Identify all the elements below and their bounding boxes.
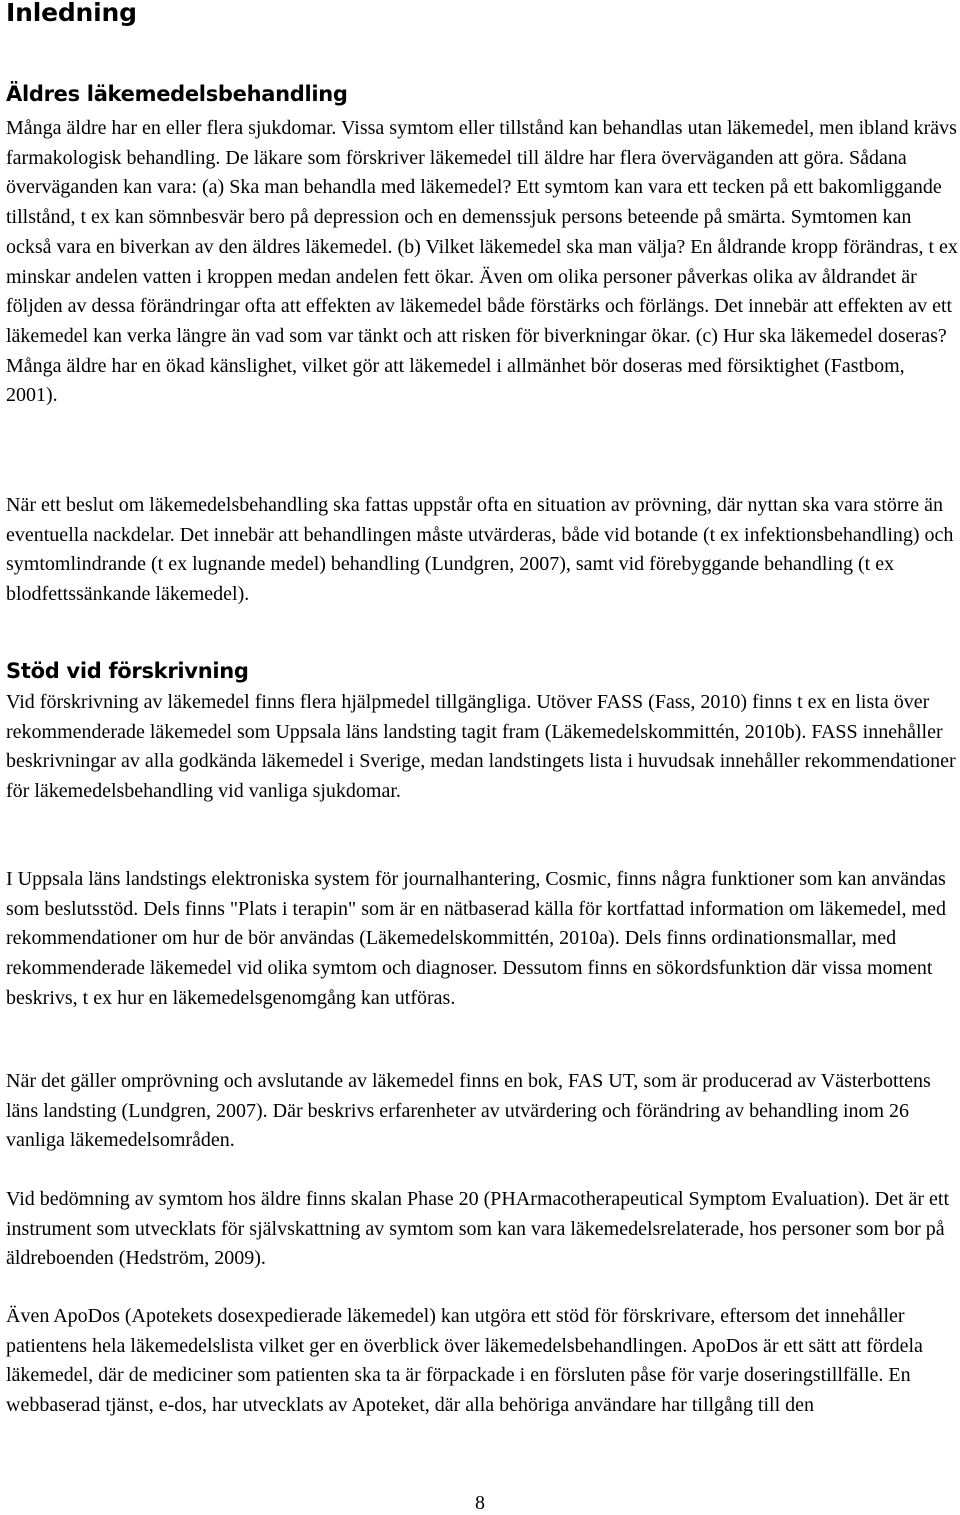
- paragraph-aldres-1: Många äldre har en eller flera sjukdomar. Vissa symtom eller tillstånd kan behandlas utan läkemedel, men ibland krävs farmakologisk behandling. De läkare som förskriver läkemedel till äldre har flera överväganden att göra. Sådana överväganden kan vara: (a) Ska man behandla med läkemedel? Ett symtom kan vara ett tecken på ett bakomliggande tillstånd, t ex kan sömnbesvär bero på depression och en demenssjuk persons beteende på smärta. Symtomen kan också vara en biverkan av den äldres läkemedel. (b) Vilket läkemedel ska man välja? En åldrande kropp förändras, t ex minskar andelen vatten i kroppen medan andelen fett ökar. Även om olika personer påverkas olika av åldrandet är följden av dessa förändringar ofta att effekten av läkemedel både förstärks och förlängs. Det innebär att effekten av ett läkemedel kan verka längre än vad som var tänkt och att risken för biverkningar ökar. (c) Hur ska läkemedel doseras? Många äldre har en ökad känslighet, vilket gör att läkemedel i allmänhet bör doseras med försiktighet (Fastbom, 2001).: [6, 117, 958, 407]
- paragraph-stod-3: När det gäller omprövning och avslutande av läkemedel finns en bok, FAS UT, som är producerad av Västerbottens läns landsting (Lundgren, 2007). Där beskrivs erfarenheter av utvärdering och förändring av behandling inom 26 vanliga läkemedelsområden.: [6, 1070, 931, 1152]
- page-title: Inledning: [6, 0, 137, 27]
- paragraph-stod-4: Vid bedömning av symtom hos äldre finns skalan Phase 20 (PHArmacotherapeutical Symptom Evaluation). Det är ett instrument som utvecklats för självskattning av symtom som kan vara läkemedelsrelaterade, hos personer som bor på äldreboenden (Hedström, 2009).: [6, 1188, 950, 1270]
- section-heading-stod: Stöd vid förskrivning: [6, 659, 249, 683]
- section-heading-aldres: Äldres läkemedelsbehandling: [6, 82, 348, 106]
- page-number: 8: [475, 1492, 485, 1514]
- paragraph-stod-5: Även ApoDos (Apotekets dosexpedierade läkemedel) kan utgöra ett stöd för förskrivare, eftersom det innehåller patientens hela läkemedelslista vilket ger en överblick över läkemedelsbehandlingen. ApoDos är ett sätt att fördela läkemedel, där de mediciner som patienten ska ta är förpackade i en försluten påse för varje doseringstillfälle. En webbaserad tjänst, e-dos, har utvecklats av Apoteket, där alla behöriga användare har tillgång till den: [6, 1305, 923, 1417]
- paragraph-stod-2: I Uppsala läns landstings elektroniska system för journalhantering, Cosmic, finns några funktioner som kan användas som beslutsstöd. Dels finns "Plats i terapin" som är en nätbaserad källa för kortfattad information om läkemedel, med rekommendationer om hur de bör användas (Läkemedelskommittén, 2010a). Dels finns ordinationsmallar, med rekommenderade läkemedel vid olika symtom och diagnoser. Dessutom finns en sökordsfunktion där vissa moment beskrivs, t ex hur en läkemedelsgenomgång kan utföras.: [6, 868, 946, 1009]
- paragraph-aldres-2: När ett beslut om läkemedelsbehandling ska fattas uppstår ofta en situation av prövning, där nyttan ska vara större än eventuella nackdelar. Det innebär att behandlingen måste utvärderas, både vid botande (t ex infektionsbehandling) och symtomlindrande (t ex lugnande medel) behandling (Lundgren, 2007), samt vid förebyggande behandling (t ex blodfettssänkande läkemedel).: [6, 494, 954, 606]
- paragraph-stod-1: Vid förskrivning av läkemedel finns flera hjälpmedel tillgängliga. Utöver FASS (Fass, 2010) finns t ex en lista över rekommenderade läkemedel som Uppsala läns landsting tagit fram (Läkemedelskommittén, 2010b). FASS innehåller beskrivningar av alla godkända läkemedel i Sverige, medan landstingets lista i huvudsak innehåller rekommendationer för läkemedelsbehandling vid vanliga sjukdomar.: [6, 691, 956, 803]
